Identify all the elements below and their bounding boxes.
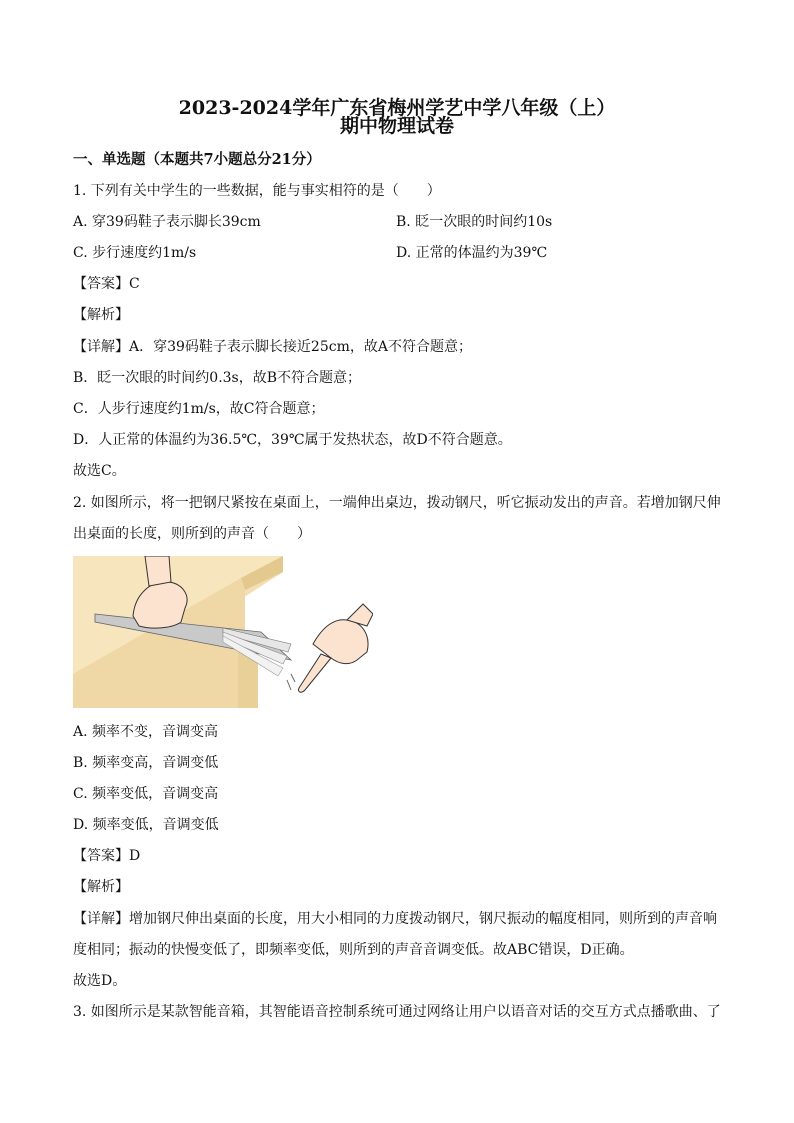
q1-option-d: D. 正常的体温约为39℃	[396, 245, 548, 261]
section-heading: 一、单选题（本题共7小题总分21分）	[73, 151, 321, 168]
exam-subtitle: 期中物理试卷	[339, 115, 454, 137]
motion-lines	[287, 674, 295, 690]
q1-analysis-label: 【解析】	[73, 307, 129, 323]
q2-conclusion: 故选D。	[73, 973, 127, 989]
q1-option-b: B. 眨一次眼的时间约10s	[396, 214, 553, 230]
q2-analysis-label: 【解析】	[73, 879, 129, 895]
q3-stem-line1: 3. 如图所示是某款智能音箱，其智能语音控制系统可通过网络让用户以语音对话的交互方式点播歌曲、了	[73, 1004, 721, 1020]
ruler-vibration-figure	[73, 556, 373, 708]
q2-stem-line1: 2. 如图所示，将一把钢尺紧按在桌面上，一端伸出桌边，拨动钢尺，听它振动发出的声音。若增加钢尺伸	[73, 495, 721, 511]
q1-answer: 【答案】C	[73, 276, 140, 292]
exam-title: 2023-2024学年广东省梅州学艺中学八年级（上）	[178, 97, 616, 119]
q2-option-d: D. 频率变低，音调变低	[73, 817, 219, 833]
q2-option-a: A. 频率不变，音调变高	[73, 724, 219, 740]
q1-stem: 1. 下列有关中学生的一些数据，能与事实相符的是（ ）	[73, 183, 441, 199]
plucking-finger	[298, 654, 331, 692]
q1-option-c: C. 步行速度约1m/s	[73, 245, 197, 261]
q1-option-a: A. 穿39码鞋子表示脚长39cm	[73, 214, 261, 230]
q2-detail-line2: 度相同；振动的快慢变低了，即频率变低，则所到的声音音调变低。故ABC错误，D正确。	[73, 942, 634, 958]
q2-stem-line2: 出桌面的长度，则所到的声音（ ）	[73, 526, 311, 542]
q1-detail-d: D．人正常的体温约为36.5℃，39℃属于发热状态，故D不符合题意。	[73, 432, 512, 448]
q1-detail-c: C．人步行速度约1m/s，故C符合题意；	[73, 401, 325, 417]
pressing-arm	[145, 556, 171, 586]
q1-detail-a: 【详解】A．穿39码鞋子表示脚长接近25cm，故A不符合题意；	[73, 339, 472, 355]
q1-detail-b: B．眨一次眼的时间约0.3s，故B不符合题意；	[73, 370, 362, 386]
q2-detail-line1: 【详解】增加钢尺伸出桌面的长度，用大小相同的力度拨动钢尺，钢尺振动的幅度相同，则所到的声音响	[73, 911, 717, 927]
q2-option-c: C. 频率变低，音调变高	[73, 786, 219, 802]
q2-answer: 【答案】D	[73, 848, 141, 864]
q2-option-b: B. 频率变高，音调变低	[73, 755, 219, 771]
q1-conclusion: 故选C。	[73, 463, 126, 479]
